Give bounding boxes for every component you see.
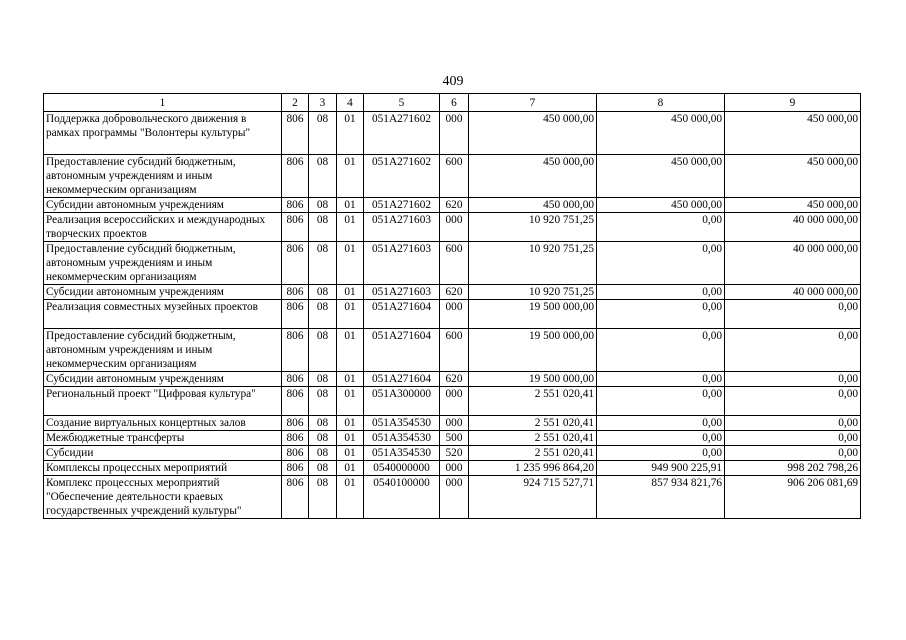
row-name: Комплекс процессных мероприятий "Обеспечение деятельности краевых государственных учреждений культуры": [44, 476, 282, 519]
subsection-code: 01: [337, 155, 364, 198]
table-row: [44, 476, 861, 519]
table-row: [44, 329, 861, 372]
section-code: 08: [309, 213, 337, 242]
ministry-code: 806: [282, 476, 309, 519]
section-code: 08: [309, 112, 337, 155]
ministry-code: 806: [282, 285, 309, 300]
ministry-code: 806: [282, 372, 309, 387]
amount-col9: 40 000 000,00: [725, 213, 861, 242]
expense-type-code: 000: [440, 461, 469, 476]
ministry-code: 806: [282, 387, 309, 416]
expense-type-code: 500: [440, 431, 469, 446]
table-row: [44, 300, 861, 329]
subsection-code: 01: [337, 112, 364, 155]
row-name: Реализация всероссийских и международных творческих проектов: [44, 213, 282, 242]
expense-type-code: 000: [440, 416, 469, 431]
target-item-code: 051A300000: [364, 387, 440, 416]
amount-col9: 0,00: [725, 431, 861, 446]
amount-col7: 19 500 000,00: [469, 300, 597, 329]
amount-col9: 0,00: [725, 387, 861, 416]
expense-type-code: 000: [440, 476, 469, 519]
row-name: Поддержка добровольческого движения в рамках программы "Волонтеры культуры": [44, 112, 282, 155]
section-code: 08: [309, 329, 337, 372]
row-name: Реализация совместных музейных проектов: [44, 300, 282, 329]
amount-col8: 0,00: [597, 431, 725, 446]
row-name: Межбюджетные трансферты: [44, 431, 282, 446]
table-row: [44, 198, 861, 213]
header-cell: 3: [309, 94, 337, 112]
row-name: Предоставление субсидий бюджетным, автономным учреждениям и иным некоммерческим организациям: [44, 155, 282, 198]
target-item-code: 051A271602: [364, 155, 440, 198]
row-name: Предоставление субсидий бюджетным, автономным учреждениям и иным некоммерческим организациям: [44, 329, 282, 372]
amount-col9: 450 000,00: [725, 198, 861, 213]
section-code: 08: [309, 372, 337, 387]
subsection-code: 01: [337, 213, 364, 242]
amount-col7: 450 000,00: [469, 198, 597, 213]
subsection-code: 01: [337, 416, 364, 431]
ministry-code: 806: [282, 300, 309, 329]
amount-col8: 949 900 225,91: [597, 461, 725, 476]
table-row: [44, 285, 861, 300]
expense-type-code: 600: [440, 329, 469, 372]
amount-col8: 450 000,00: [597, 155, 725, 198]
row-name: Субсидии автономным учреждениям: [44, 198, 282, 213]
amount-col8: 0,00: [597, 387, 725, 416]
target-item-code: 051A354530: [364, 431, 440, 446]
row-name: Субсидии автономным учреждениям: [44, 285, 282, 300]
header-cell: 9: [725, 94, 861, 112]
subsection-code: 01: [337, 387, 364, 416]
table-row: [44, 387, 861, 416]
amount-col9: 0,00: [725, 416, 861, 431]
amount-col7: 1 235 996 864,20: [469, 461, 597, 476]
section-code: 08: [309, 300, 337, 329]
row-name: Создание виртуальных концертных залов: [44, 416, 282, 431]
expense-type-code: 620: [440, 372, 469, 387]
amount-col7: 450 000,00: [469, 155, 597, 198]
amount-col7: 19 500 000,00: [469, 372, 597, 387]
amount-col8: 0,00: [597, 329, 725, 372]
header-cell: 7: [469, 94, 597, 112]
section-code: 08: [309, 476, 337, 519]
target-item-code: 051A271604: [364, 300, 440, 329]
table-row: [44, 416, 861, 431]
amount-col9: 450 000,00: [725, 112, 861, 155]
section-code: 08: [309, 285, 337, 300]
amount-col7: 2 551 020,41: [469, 446, 597, 461]
row-name: Субсидии: [44, 446, 282, 461]
amount-col8: 0,00: [597, 416, 725, 431]
expense-type-code: 620: [440, 198, 469, 213]
target-item-code: 051A271602: [364, 112, 440, 155]
section-code: 08: [309, 446, 337, 461]
ministry-code: 806: [282, 461, 309, 476]
budget-table: [43, 93, 861, 519]
ministry-code: 806: [282, 213, 309, 242]
amount-col8: 0,00: [597, 242, 725, 285]
subsection-code: 01: [337, 198, 364, 213]
ministry-code: 806: [282, 329, 309, 372]
row-name: Региональный проект "Цифровая культура": [44, 387, 282, 416]
amount-col9: 450 000,00: [725, 155, 861, 198]
amount-col9: 40 000 000,00: [725, 242, 861, 285]
section-code: 08: [309, 242, 337, 285]
expense-type-code: 000: [440, 300, 469, 329]
subsection-code: 01: [337, 329, 364, 372]
ministry-code: 806: [282, 198, 309, 213]
expense-type-code: 000: [440, 213, 469, 242]
section-code: 08: [309, 198, 337, 213]
amount-col9: 906 206 081,69: [725, 476, 861, 519]
amount-col7: 2 551 020,41: [469, 431, 597, 446]
amount-col7: 10 920 751,25: [469, 213, 597, 242]
expense-type-code: 000: [440, 387, 469, 416]
target-item-code: 051A271603: [364, 242, 440, 285]
subsection-code: 01: [337, 476, 364, 519]
amount-col8: 0,00: [597, 372, 725, 387]
table-row: [44, 446, 861, 461]
header-cell: 2: [282, 94, 309, 112]
amount-col7: 2 551 020,41: [469, 416, 597, 431]
amount-col8: 0,00: [597, 213, 725, 242]
amount-col9: 998 202 798,26: [725, 461, 861, 476]
amount-col7: 924 715 527,71: [469, 476, 597, 519]
target-item-code: 051A271603: [364, 285, 440, 300]
target-item-code: 051A354530: [364, 416, 440, 431]
section-code: 08: [309, 416, 337, 431]
amount-col9: 0,00: [725, 446, 861, 461]
amount-col7: 2 551 020,41: [469, 387, 597, 416]
target-item-code: 0540100000: [364, 476, 440, 519]
amount-col9: 0,00: [725, 372, 861, 387]
subsection-code: 01: [337, 372, 364, 387]
expense-type-code: 600: [440, 155, 469, 198]
target-item-code: 0540000000: [364, 461, 440, 476]
expense-type-code: 000: [440, 112, 469, 155]
amount-col7: 19 500 000,00: [469, 329, 597, 372]
table-row: [44, 461, 861, 476]
section-code: 08: [309, 387, 337, 416]
section-code: 08: [309, 155, 337, 198]
target-item-code: 051A354530: [364, 446, 440, 461]
target-item-code: 051A271604: [364, 329, 440, 372]
header-cell: 1: [44, 94, 282, 112]
amount-col8: 0,00: [597, 285, 725, 300]
header-row: [44, 94, 861, 112]
subsection-code: 01: [337, 446, 364, 461]
amount-col8: 450 000,00: [597, 112, 725, 155]
expense-type-code: 600: [440, 242, 469, 285]
table-row: [44, 372, 861, 387]
expense-type-code: 520: [440, 446, 469, 461]
header-cell: 4: [337, 94, 364, 112]
subsection-code: 01: [337, 300, 364, 329]
amount-col9: 0,00: [725, 300, 861, 329]
amount-col8: 0,00: [597, 446, 725, 461]
amount-col8: 0,00: [597, 300, 725, 329]
amount-col7: 10 920 751,25: [469, 285, 597, 300]
target-item-code: 051A271603: [364, 213, 440, 242]
amount-col7: 10 920 751,25: [469, 242, 597, 285]
target-item-code: 051A271602: [364, 198, 440, 213]
ministry-code: 806: [282, 446, 309, 461]
row-name: Субсидии автономным учреждениям: [44, 372, 282, 387]
subsection-code: 01: [337, 461, 364, 476]
amount-col9: 0,00: [725, 329, 861, 372]
subsection-code: 01: [337, 242, 364, 285]
header-cell: 5: [364, 94, 440, 112]
amount-col9: 40 000 000,00: [725, 285, 861, 300]
row-name: Комплексы процессных мероприятий: [44, 461, 282, 476]
ministry-code: 806: [282, 112, 309, 155]
amount-col7: 450 000,00: [469, 112, 597, 155]
section-code: 08: [309, 431, 337, 446]
ministry-code: 806: [282, 431, 309, 446]
table-row: [44, 431, 861, 446]
table-row: [44, 213, 861, 242]
table-row: [44, 242, 861, 285]
section-code: 08: [309, 461, 337, 476]
amount-col8: 857 934 821,76: [597, 476, 725, 519]
table-row: [44, 155, 861, 198]
table-row: [44, 112, 861, 155]
ministry-code: 806: [282, 155, 309, 198]
header-cell: 8: [597, 94, 725, 112]
header-cell: 6: [440, 94, 469, 112]
ministry-code: 806: [282, 416, 309, 431]
row-name: Предоставление субсидий бюджетным, автономным учреждениям и иным некоммерческим организациям: [44, 242, 282, 285]
subsection-code: 01: [337, 431, 364, 446]
subsection-code: 01: [337, 285, 364, 300]
ministry-code: 806: [282, 242, 309, 285]
expense-type-code: 620: [440, 285, 469, 300]
target-item-code: 051A271604: [364, 372, 440, 387]
amount-col8: 450 000,00: [597, 198, 725, 213]
page-number: 409: [442, 74, 464, 89]
